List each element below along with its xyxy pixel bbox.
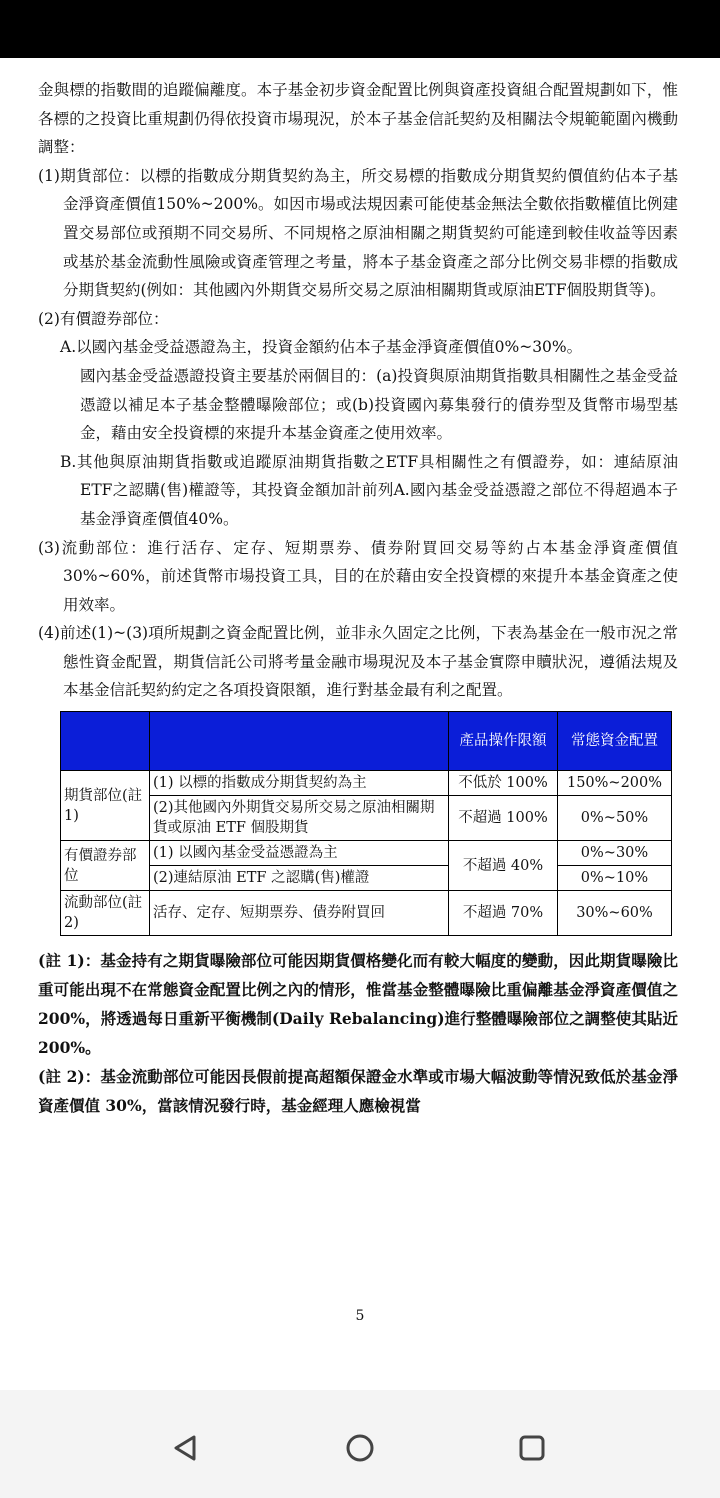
futures-row1-alloc: 150%~200% bbox=[558, 771, 672, 796]
securities-limit: 不超過 40% bbox=[449, 841, 558, 891]
recents-square-icon[interactable] bbox=[512, 1428, 552, 1468]
liquid-desc: 活存、定存、短期票券、債券附買回 bbox=[150, 891, 449, 936]
paragraph-securities-title: (2)有價證券部位： bbox=[38, 309, 169, 328]
securities-label: 有價證券部位 bbox=[61, 841, 150, 891]
futures-row2-limit: 不超過 100% bbox=[449, 796, 558, 841]
table-row bbox=[61, 771, 672, 796]
liquid-limit: 不超過 70% bbox=[449, 891, 558, 936]
paragraph-allocation-note: (4)前述(1)~(3)項所規劃之資金配置比例，並非永久固定之比例，下表為基金在一般市況之常態性資金配置，期貨信託公司將考量金融市場現況及本子基金實際申贖狀況，遵循法規及本基金信託契約約定之各項投資限額，進行對基金最有利之配置。 bbox=[38, 624, 678, 700]
footnotes bbox=[38, 946, 678, 1120]
paragraph-securities-a-detail: 國內基金受益憑證投資主要基於兩個目的：(a)投資與原油期貨指數具相關性之基金受益憑證以補足本子基金整體曝險部位；或(b)投資國內募集發行的債券型及貨幣市場型基金，藉由安全投資標的來提升本基金資產之使用效率。 bbox=[80, 366, 678, 443]
table-row bbox=[61, 891, 672, 936]
table-row bbox=[61, 866, 672, 891]
paragraph-futures: (1)期貨部位：以標的指數成分期貨契約為主，所交易標的指數成分期貨契約價值約佔本子基金淨資產價值150%~200%。如因市場或法規因素可能使基金無法全數依指數權值比例建置交易部位或預期不同交易所、不同規格之原油相關之期貨契約可能達到較佳收益等因素或基於基金流動性風險或資產管理之考量，將本子基金資產之部分比例交易非標的指數成分期貨契約(例如：其他國內外期貨交易所交易之原油相關期貨或原油ETF個股期貨等)。 bbox=[38, 166, 678, 300]
footnote-2: (註 2)：基金流動部位可能因長假前提高超額保證金水準或市場大幅波動等情況致低於基金淨資產價值 30%，當該情況發行時，基金經理人應檢視當 bbox=[38, 1067, 678, 1116]
footnote-1: (註 1)：基金持有之期貨曝險部位可能因期貨價格變化而有較大幅度的變動，因此期貨曝險比重可能出現不在常態資金配置比例之內的情形，惟當基金整體曝險比重偏離基金淨資產價值之 200%，將透過每日重新平衡機制(Daily Rebalancing)進行整體曝險部位之調整使其貼近 200%。 bbox=[38, 951, 678, 1058]
table-header-cell bbox=[61, 712, 150, 771]
paragraph-liquid: (3)流動部位：進行活存、定存、短期票券、債券附買回交易等約占本基金淨資產價值30%~60%，前述貨幣市場投資工具，目的在於藉由安全投資標的來提升本基金資產之使用效率。 bbox=[38, 538, 678, 614]
securities-row1-desc: (1) 以國內基金受益憑證為主 bbox=[150, 841, 449, 866]
paragraph-securities-b: B.其他與原油期貨指數或追蹤原油期貨指數之ETF具相關性之有價證券，如：連結原油ETF之認購(售)權證等，其投資金額加計前列A.國內基金受益憑證之部位不得超過本子基金淨資產價值40%。 bbox=[60, 452, 678, 528]
document-body bbox=[38, 76, 678, 1120]
back-triangle-icon[interactable] bbox=[166, 1428, 206, 1468]
paragraph-intro: 金與標的指數間的追蹤偏離度。本子基金初步資金配置比例與資產投資組合配置規劃如下，惟各標的之投資比重規劃仍得依投資市場現況，於本子基金信託契約及相關法令規範範圍內機動調整： bbox=[38, 81, 678, 157]
securities-row2-alloc: 0%~10% bbox=[558, 866, 672, 891]
table-row bbox=[61, 841, 672, 866]
status-bar bbox=[0, 0, 720, 58]
table-header-limit: 產品操作限額 bbox=[449, 712, 558, 771]
futures-row1-desc: (1) 以標的指數成分期貨契約為主 bbox=[150, 771, 449, 796]
securities-row2-desc: (2)連結原油 ETF 之認購(售)權證 bbox=[150, 866, 449, 891]
futures-row2-alloc: 0%~50% bbox=[558, 796, 672, 841]
allocation-table bbox=[60, 711, 672, 936]
futures-label: 期貨部位(註 1) bbox=[61, 771, 150, 841]
table-header-row bbox=[61, 712, 672, 771]
paragraph-securities-a: A.以國內基金受益憑證為主，投資金額約佔本子基金淨資產價值0%~30%。 bbox=[60, 338, 583, 357]
table-header-allocation: 常態資金配置 bbox=[558, 712, 672, 771]
navigation-bar bbox=[0, 1390, 720, 1498]
securities-row1-alloc: 0%~30% bbox=[558, 841, 672, 866]
liquid-alloc: 30%~60% bbox=[558, 891, 672, 936]
liquid-label: 流動部位(註 2) bbox=[61, 891, 150, 936]
page-number: 5 bbox=[355, 1308, 365, 1324]
home-circle-icon[interactable] bbox=[340, 1428, 380, 1468]
futures-row2-desc: (2)其他國內外期貨交易所交易之原油相關期貨或原油 ETF 個股期貨 bbox=[150, 796, 449, 841]
table-row bbox=[61, 796, 672, 841]
futures-row1-limit: 不低於 100% bbox=[449, 771, 558, 796]
table-header-cell bbox=[150, 712, 449, 771]
